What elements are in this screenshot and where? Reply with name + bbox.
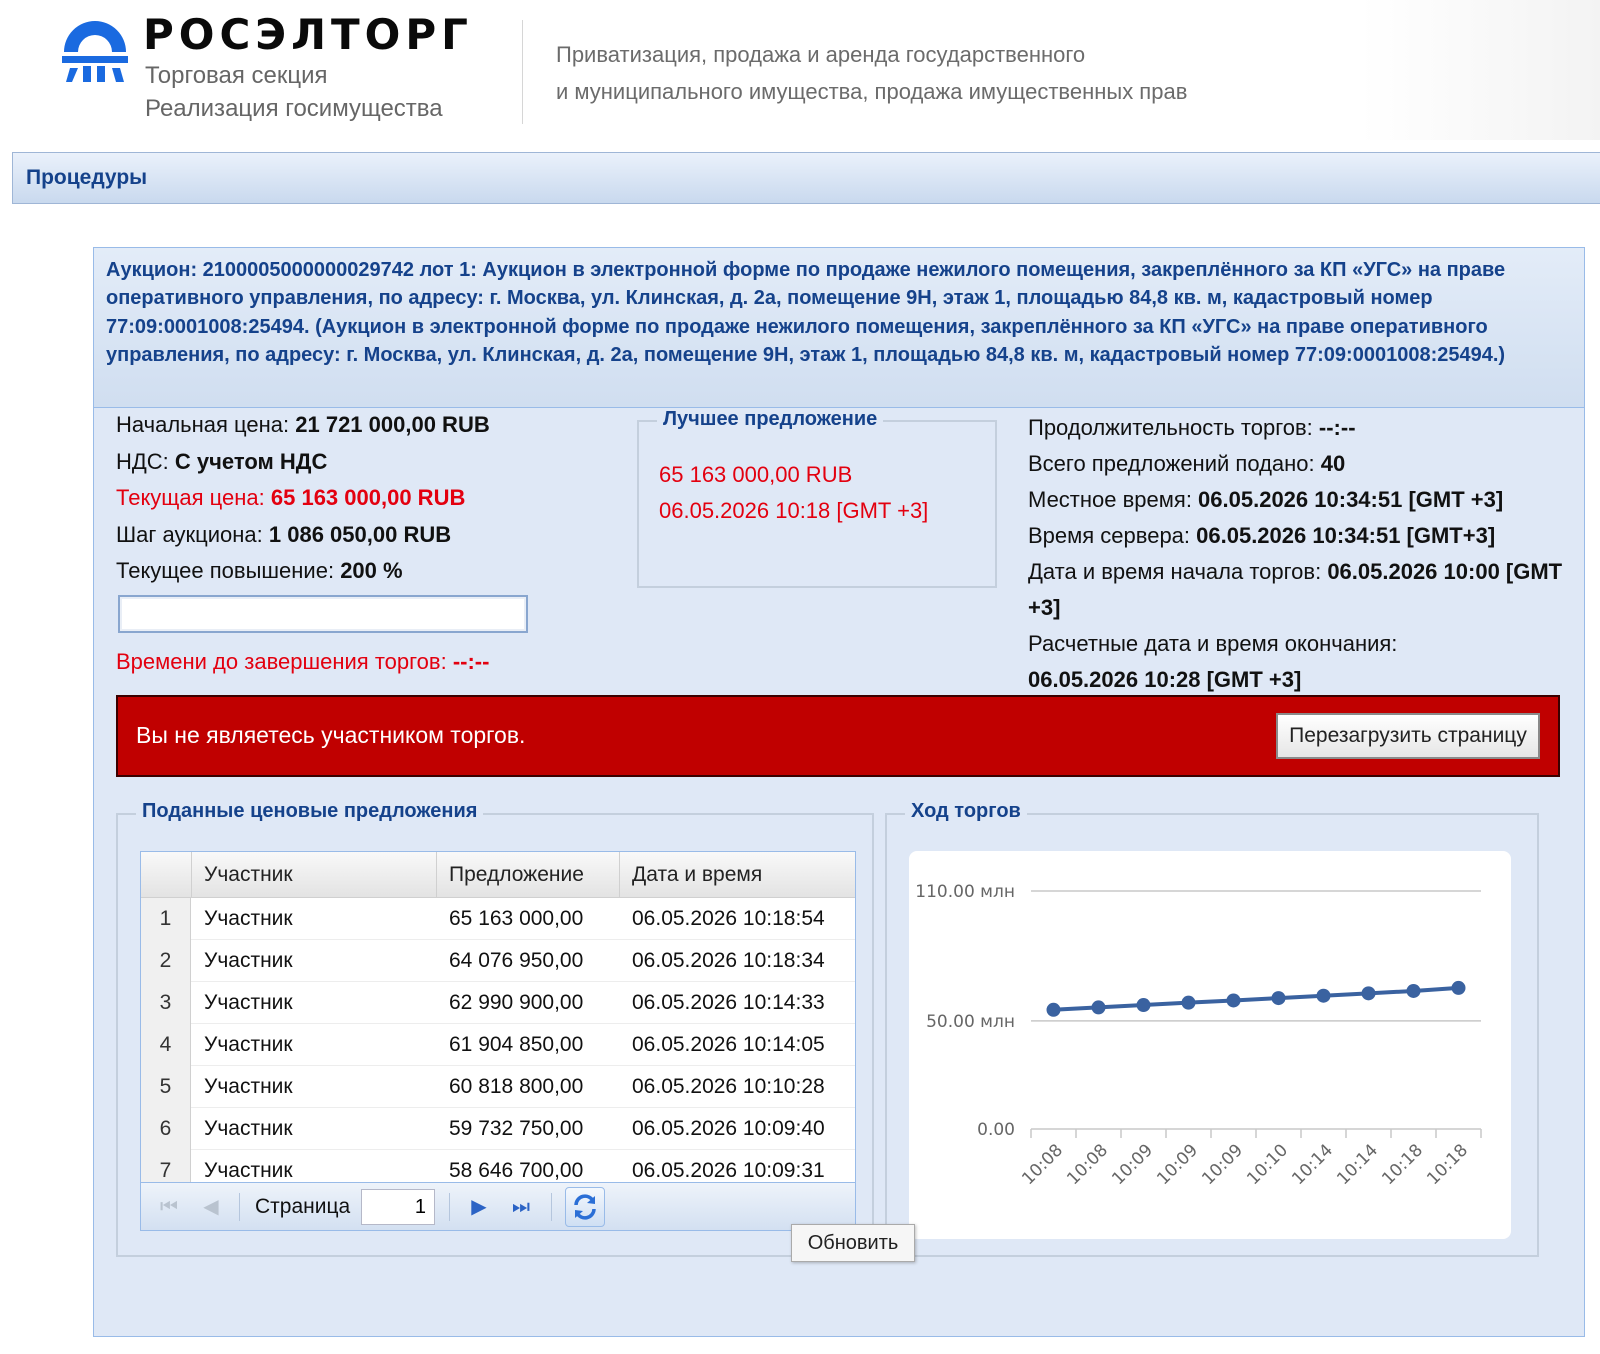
x-tick-label: 10:10 [1243,1140,1293,1190]
site-header [0,0,1600,140]
start-price-row [116,410,528,447]
column-header-participant[interactable]: Участник [191,852,436,898]
time-left-value: --:-- [452,648,490,674]
page-number-input[interactable] [361,1189,435,1225]
last-page-icon[interactable]: ⏭ [512,1196,530,1218]
datetime-cell: 06.05.2026 10:09:40 [632,1117,825,1140]
column-header-offer[interactable]: Предложение [436,852,619,898]
offer-cell: 64 076 950,00 [449,949,584,972]
prev-page-icon[interactable]: ◀ [203,1196,219,1218]
refresh-button[interactable] [565,1187,605,1227]
chart-area [909,851,1511,1239]
datetime-cell: 06.05.2026 10:18:54 [632,907,825,930]
data-point [1317,989,1331,1003]
total-offers-row [1028,446,1568,482]
data-point [1047,1003,1061,1017]
best-offer-box [637,408,997,588]
refresh-icon [566,1188,604,1226]
total-offers-label: Всего предложений подано: [1028,451,1321,476]
offer-cell: 59 732 750,00 [449,1117,584,1140]
end-time-row [1028,626,1568,698]
bids-grid-header [141,852,855,898]
x-tick-label: 10:18 [1378,1140,1428,1190]
vat-label: НДС: [116,448,175,474]
table-row[interactable] [141,1150,855,1184]
time-progress-bar [118,595,528,633]
increase-row [116,556,528,593]
table-row[interactable] [141,898,855,940]
roseltorg-logo-icon[interactable] [60,18,130,84]
time-left-row [116,647,528,684]
x-tick-label: 10:09 [1198,1140,1248,1190]
tagline-line-2: и муниципального имущества, продажа имущественных прав [556,79,1188,104]
row-number: 5 [141,1066,191,1108]
chart-title: Ход торгов [905,800,1027,823]
start-time-value: 06.05.2026 10:00 [GMT +3] [1028,559,1563,620]
data-point [1227,993,1241,1007]
bids-grid-body [141,898,855,1184]
x-tick-label: 10:08 [1018,1140,1068,1190]
tagline-line-1: Приватизация, продажа и аренда государственного [556,42,1086,67]
first-page-icon[interactable]: ⏮ [160,1196,178,1218]
table-row[interactable] [141,1108,855,1150]
y-tick-label: 50.00 млн [926,1011,1015,1032]
next-page-icon[interactable]: ▶ [471,1196,487,1218]
data-point [1272,991,1286,1005]
x-tick-label: 10:09 [1153,1140,1203,1190]
row-number: 6 [141,1108,191,1150]
best-offer-datetime: 06.05.2026 10:18 [GMT +3] [659,498,929,523]
auction-panel [93,247,1585,1337]
server-time-label: Время сервера: [1028,523,1197,548]
datetime-cell: 06.05.2026 10:18:34 [632,949,825,972]
participant-cell: Участник [204,949,293,972]
start-time-label: Дата и время начала торгов: [1028,559,1328,584]
table-row[interactable] [141,1024,855,1066]
step-row [116,520,528,557]
header-divider [522,20,523,124]
datetime-cell: 06.05.2026 10:14:33 [632,991,825,1014]
participant-cell: Участник [204,1117,293,1140]
auction-title: Аукцион: 2100005000000029742 лот 1: Аукцион в электронной форме по продаже нежилого помещения, закреплённого за КП «УГС» на праве оперативного управления, по адресу: г. Москва, ул. Клинская, д. 2а, помещение 9Н, этаж 1, площадью 84,8 кв. м, кадастровый номер 77:09:0001008:25494. (Аукцион в электронной форме по продаже нежилого помещения, закреплённого за КП «УГС» на праве оперативного управления, по адресу: г. Москва, ул. Клинская, д. 2а, помещение 9Н, этаж 1, площадью 84,8 кв. м, кадастровый номер 77:09:0001008:25494.) [106,259,1506,366]
data-point [1452,981,1466,995]
server-time-row [1028,518,1568,554]
row-number: 4 [141,1024,191,1066]
refresh-tooltip: Обновить [791,1224,915,1262]
datetime-cell: 06.05.2026 10:09:31 [632,1159,825,1182]
bidding-progress-fieldset [885,800,1539,1257]
end-time-value: 06.05.2026 10:28 [GMT +3] [1028,667,1302,692]
auction-stats [1028,410,1568,698]
step-value: 1 086 050,00 RUB [268,521,452,547]
x-tick-label: 10:09 [1108,1140,1158,1190]
series-line [1054,988,1459,1010]
row-number: 2 [141,940,191,982]
end-time-label: Расчетные дата и время окончания: [1028,631,1398,656]
time-left-label: Времени до завершения торгов: [116,648,453,674]
local-time-label: Местное время: [1028,487,1199,512]
participant-cell: Участник [204,1075,293,1098]
x-tick-label: 10:08 [1063,1140,1113,1190]
x-tick-label: 10:14 [1288,1140,1338,1190]
offer-cell: 60 818 800,00 [449,1075,584,1098]
best-offer-price: 65 163 000,00 RUB [659,462,853,487]
row-number: 3 [141,982,191,1024]
table-row[interactable] [141,940,855,982]
offer-cell: 65 163 000,00 [449,907,584,930]
not-participant-alert [116,695,1560,777]
step-label: Шаг аукциона: [116,521,269,547]
offer-cell: 58 646 700,00 [449,1159,584,1182]
total-offers-value: 40 [1320,451,1346,476]
y-tick-label: 0.00 [977,1120,1015,1140]
participant-cell: Участник [204,991,293,1014]
row-number: 1 [141,898,191,940]
current-price-label: Текущая цена: [116,485,271,510]
pager-separator [449,1193,450,1221]
duration-value: --:-- [1318,415,1356,440]
current-price-value: 65 163 000,00 RUB [270,485,466,510]
row-number-header [141,852,191,898]
alert-message: Вы не являетесь участником торгов. [136,722,526,748]
brand-subtitle-1: Торговая секция [145,62,328,89]
data-point [1362,986,1376,1000]
x-tick-label: 10:18 [1423,1140,1473,1190]
data-point [1137,998,1151,1012]
data-point [1407,984,1421,998]
increase-value: 200 % [340,558,403,583]
bids-fieldset [116,800,874,1257]
offer-cell: 61 904 850,00 [449,1033,584,1056]
participant-cell: Участник [204,1033,293,1056]
current-price-row [116,483,528,520]
procedures-title[interactable]: Процедуры [26,166,148,189]
participant-cell: Участник [204,1159,293,1182]
table-row[interactable] [141,1066,855,1108]
pager-separator [239,1193,240,1221]
start-time-row [1028,554,1568,626]
procedures-bar [12,152,1600,204]
participant-cell: Участник [204,907,293,930]
datetime-cell: 06.05.2026 10:10:28 [632,1075,825,1098]
brand-subtitle-2: Реализация госимущества [145,95,443,122]
local-time-value: 06.05.2026 10:34:51 [GMT +3] [1198,487,1504,512]
server-time-value: 06.05.2026 10:34:51 [GMT+3] [1196,523,1496,548]
pager-separator [551,1193,552,1221]
row-number: 7 [141,1150,191,1184]
grid-pager [141,1182,855,1230]
table-row[interactable] [141,982,855,1024]
bids-grid [140,851,856,1231]
y-tick-label: 110.00 млн [915,882,1015,902]
vat-value: С учетом НДС [174,448,328,474]
bids-legend: Поданные ценовые предложения [136,800,483,823]
local-time-row [1028,482,1568,518]
datetime-cell: 06.05.2026 10:14:05 [632,1033,825,1056]
duration-label: Продолжительность торгов: [1028,415,1319,440]
x-tick-label: 10:14 [1333,1140,1383,1190]
bidding-chart [909,851,1511,1239]
start-price-value: 21 721 000,00 RUB [295,412,490,437]
duration-row [1028,410,1568,446]
price-info [116,410,528,683]
best-offer-legend: Лучшее предложение [657,408,883,431]
auction-header [94,248,1584,408]
brand-name[interactable]: РОСЭЛТОРГ [143,10,473,59]
page-label: Страница [255,1195,351,1218]
increase-label: Текущее повышение: [116,558,341,583]
offer-cell: 62 990 900,00 [449,991,584,1014]
start-price-label: Начальная цена: [116,412,296,437]
data-point [1182,996,1196,1010]
column-header-datetime[interactable]: Дата и время [619,852,856,898]
vat-row [116,447,528,484]
data-point [1092,1000,1106,1014]
reload-page-button[interactable]: Перезагрузить страницу [1276,713,1540,759]
